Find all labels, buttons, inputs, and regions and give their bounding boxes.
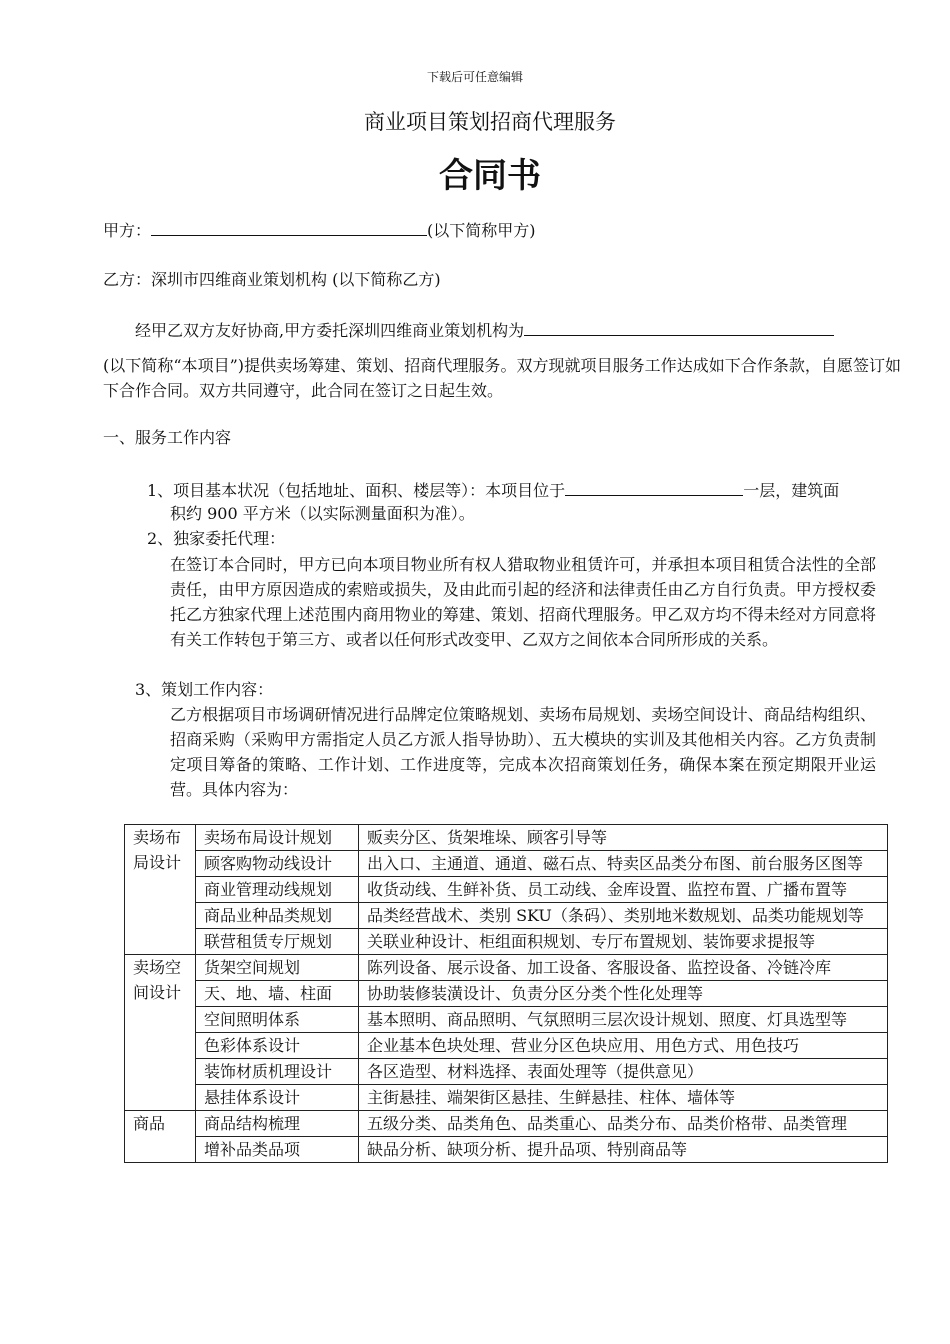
table-item-cell: 顾客购物动线设计 xyxy=(196,851,359,877)
table-item-cell: 商品结构梳理 xyxy=(196,1111,359,1137)
table-content-cell: 贩卖分区、货架堆垛、顾客引导等 xyxy=(359,825,888,851)
table-row xyxy=(125,1007,888,1033)
item2-heading: 2、独家委托代理： xyxy=(147,529,286,548)
table-item-cell: 联营租赁专厅规划 xyxy=(196,929,359,955)
item1-suffix: 一层，建筑面 xyxy=(743,481,840,500)
table-category-cell: 卖场布局设计 xyxy=(125,825,196,955)
table-content-cell: 陈列设备、展示设备、加工设备、客服设备、监控设备、冷链冷库 xyxy=(359,955,888,981)
table-content-cell: 各区造型、材料选择、表面处理等（提供意见） xyxy=(359,1059,888,1085)
intro-paragraph: (以下简称“本项目”)提供卖场筹建、策划、招商代理服务。双方现就项目服务工作达成如下合作条款，自愿签订如下合作合同。双方共同遵守，此合同在签订之日起生效。 xyxy=(103,356,901,400)
table-category-cell: 卖场空间设计 xyxy=(125,955,196,1111)
table-content-cell: 主街悬挂、端架街区悬挂、生鲜悬挂、柱体、墙体等 xyxy=(359,1085,888,1111)
table-content-cell: 企业基本色块处理、营业分区色块应用、用色方式、用色技巧 xyxy=(359,1033,888,1059)
table-content-cell: 基本照明、商品照明、气氛照明三层次设计规划、照度、灯具选型等 xyxy=(359,1007,888,1033)
header-note: 下载后可任意编辑 xyxy=(426,70,523,84)
table-content-cell: 关联业种设计、柜组面积规划、专厅布置规划、装饰要求提报等 xyxy=(359,929,888,955)
document-subtitle: 商业项目策划招商代理服务 xyxy=(364,110,616,134)
party-a-label: 甲方： xyxy=(103,221,152,240)
table-row xyxy=(125,903,888,929)
table-row xyxy=(125,1111,888,1137)
table-category-cell: 商品 xyxy=(125,1111,196,1163)
item3-heading: 3、策划工作内容： xyxy=(135,680,274,699)
table-item-cell: 商品业种品类规划 xyxy=(196,903,359,929)
table-row xyxy=(125,825,888,851)
item1-line xyxy=(147,479,839,502)
table-row xyxy=(125,1059,888,1085)
table-row xyxy=(125,1033,888,1059)
table-item-cell: 卖场布局设计规划 xyxy=(196,825,359,851)
party-a-blank[interactable] xyxy=(151,219,427,236)
table-row xyxy=(125,877,888,903)
intro-line1: 经甲乙双方友好协商,甲方委托深圳四维商业策划机构为 xyxy=(135,321,525,340)
table-item-cell: 天、地、墙、柱面 xyxy=(196,981,359,1007)
table-content-cell: 品类经营战术、类别 SKU（条码）、类别地米数规划、品类功能规划等 xyxy=(359,903,888,929)
table-row xyxy=(125,929,888,955)
table-row xyxy=(125,955,888,981)
party-a-line xyxy=(103,219,536,242)
table-item-cell: 增补品类品项 xyxy=(196,1137,359,1163)
table-item-cell: 货架空间规划 xyxy=(196,955,359,981)
intro-first-line xyxy=(135,319,834,342)
table-content-cell: 出入口、主通道、通道、磁石点、特卖区品类分布图、前台服务区图等 xyxy=(359,851,888,877)
table-item-cell: 商业管理动线规划 xyxy=(196,877,359,903)
table-row xyxy=(125,851,888,877)
document-title: 合同书 xyxy=(439,156,541,196)
item3-body: 乙方根据项目市场调研情况进行品牌定位策略规划、卖场布局规划、卖场空间设计、商品结构组织、招商采购（采购甲方需指定人员乙方派人指导协助）、五大模块的实训及其他相关内容。乙方负责制定项目筹备的策略、工作计划、工作进度等，完成本次招商策划任务，确保本案在预定期限开业运营。具体内容为： xyxy=(170,705,876,799)
table-row xyxy=(125,1085,888,1111)
item2-body: 在签订本合同时，甲方已向本项目物业所有权人猎取物业租赁许可，并承担本项目租赁合法性的全部责任，由甲方原因造成的索赔或损失，及由此而引起的经济和法律责任由乙方自行负责。甲方授权委托乙方独家代理上述范围内商用物业的筹建、策划、招商代理服务。甲乙双方均不得未经对方同意将有关工作转包于第三方、或者以任何形式改变甲、乙双方之间依本合同所形成的关系。 xyxy=(170,555,876,649)
table-content-cell: 协助装修装潢设计、负责分区分类个性化处理等 xyxy=(359,981,888,1007)
table-row xyxy=(125,981,888,1007)
table-row xyxy=(125,1137,888,1163)
project-name-blank[interactable] xyxy=(524,319,834,336)
table-item-cell: 色彩体系设计 xyxy=(196,1033,359,1059)
party-a-suffix: (以下简称甲方) xyxy=(427,221,536,240)
party-b-line: 乙方：深圳市四维商业策划机构 (以下简称乙方) xyxy=(103,270,441,289)
service-table xyxy=(124,824,888,1163)
item1-line2: 积约 900 平方米（以实际测量面积为准）。 xyxy=(170,504,475,523)
table-content-cell: 收货动线、生鲜补货、员工动线、金库设置、监控布置、广播布置等 xyxy=(359,877,888,903)
table-item-cell: 悬挂体系设计 xyxy=(196,1085,359,1111)
table-item-cell: 空间照明体系 xyxy=(196,1007,359,1033)
table-content-cell: 缺品分析、缺项分析、提升品项、特别商品等 xyxy=(359,1137,888,1163)
table-content-cell: 五级分类、品类角色、品类重心、品类分布、品类价格带、品类管理 xyxy=(359,1111,888,1137)
table-item-cell: 装饰材质机理设计 xyxy=(196,1059,359,1085)
section1-heading: 一、服务工作内容 xyxy=(103,428,232,447)
item1-prefix: 1、项目基本状况（包括地址、面积、楼层等）：本项目位于 xyxy=(147,481,566,500)
location-blank[interactable] xyxy=(565,479,743,496)
